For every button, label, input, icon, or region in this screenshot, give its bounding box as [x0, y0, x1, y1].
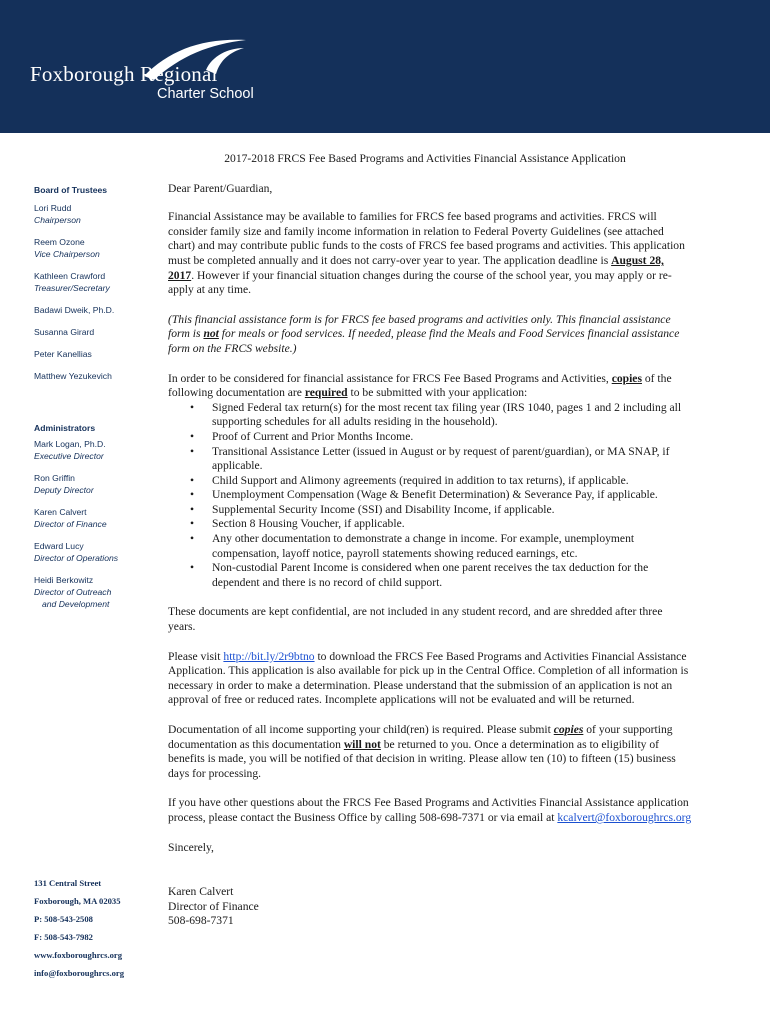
admin-name: Edward Lucy	[34, 541, 84, 551]
admin-role: Executive Director	[34, 451, 104, 461]
documentation-list	[168, 401, 692, 591]
list-item: • Signed Federal tax return(s) for the most recent tax filing year (IRS 1040, pages 1 and 2 including all supporting schedules for all adults residing in the household).	[212, 401, 692, 430]
paragraph-text: In order to be considered for financial assistance for FRCS Fee Based Programs and Activities,	[168, 371, 612, 385]
list-item: • Child Support and Alimony agreements (required in addition to tax returns), if applicable.	[212, 474, 692, 489]
paragraph-text: Documentation of all income supporting your child(ren) is required. Please submit	[168, 723, 554, 736]
paragraph-requirements	[168, 372, 692, 401]
admin-role-continued: and Development	[42, 599, 110, 609]
trustee-name: Badawi Dweik, Ph.D.	[34, 305, 115, 315]
paragraph-text: for meals or food services. If needed, please find the Meals and Food Services financial assistance form on the FRCS website.)	[168, 327, 680, 355]
letterhead-banner	[0, 0, 770, 133]
trustee-name: Reem Ozone	[34, 237, 85, 247]
trustee-name: Susanna Girard	[34, 327, 95, 337]
paragraph-documentation	[168, 723, 692, 781]
list-item: • Section 8 Housing Voucher, if applicable.	[212, 517, 692, 532]
contact-email: info@foxboroughrcs.org	[34, 968, 125, 978]
school-contact-block	[34, 878, 124, 986]
administrators-heading: Administrators	[34, 423, 96, 433]
admin-role: Director of Outreach	[34, 587, 112, 597]
signature-phone: 508-698-7371	[168, 914, 234, 928]
paragraph-download	[168, 650, 692, 708]
closing: Sincerely,	[168, 840, 214, 854]
admin-name: Heidi Berkowitz	[34, 575, 94, 585]
paragraph-confidentiality: These documents are kept confidential, are not included in any student record, and are shredded after three years.	[168, 605, 663, 634]
trustee	[34, 202, 164, 226]
admin-name: Mark Logan, Ph.D.	[34, 439, 106, 449]
paragraph-text: be returned to you. Once a determination as to eligibility of benefits is made, you will be notified of that decision in writing. Please allow ten (10) to fifteen (15) business days for processing.	[168, 737, 676, 780]
emphasis-copies: copies	[611, 371, 642, 385]
paragraph-questions	[168, 796, 692, 825]
trustee	[34, 236, 164, 260]
list-item: • Supplemental Security Income (SSI) and Disability Income, if applicable.	[212, 503, 692, 518]
signature-title: Director of Finance	[168, 899, 259, 913]
paragraph-text: of your supporting documentation as this documentation	[168, 723, 673, 751]
letter-title: 2017-2018 FRCS Fee Based Programs and Activities Financial Assistance Application	[224, 152, 626, 165]
trustee-name: Kathleen Crawford	[34, 271, 106, 281]
emphasis-copies: copies	[553, 723, 584, 736]
application-download-link[interactable]: http://bit.ly/2r9btno	[223, 649, 315, 663]
website: www.foxboroughrcs.org	[34, 950, 123, 960]
admin-name: Ron Griffin	[34, 473, 75, 483]
list-item: • Unemployment Compensation (Wage & Benefit Determination) & Severance Pay, if applicable.	[212, 488, 692, 503]
admin-role: Director of Finance	[34, 519, 107, 529]
admin-role: Deputy Director	[34, 485, 94, 495]
paragraph-text: to download the FRCS Fee Based Programs and Activities Financial Assistance Application. This application is also available for pick up in the Central Office. Completion of all information is necessary in order to make a determination. Please understand that the submission of an application is not an approval of free or reduced rates. Incomplete applications will not be evaluated and will be returned.	[168, 649, 689, 707]
city-address: Foxborough, MA 02035	[34, 896, 121, 906]
admin-name: Karen Calvert	[34, 507, 87, 517]
paragraph-text: to be submitted with your application:	[347, 386, 528, 400]
list-item: • Proof of Current and Prior Months Income.	[212, 430, 692, 445]
salutation: Dear Parent/Guardian,	[168, 181, 273, 195]
signature-name: Karen Calvert	[168, 885, 234, 899]
trustee-role: Treasurer/Secretary	[34, 283, 110, 293]
school-name-line1: Foxborough Regional	[30, 62, 218, 86]
fax-number: F: 508-543-7982	[34, 932, 93, 942]
trustee-name: Matthew Yezukevich	[34, 371, 112, 381]
list-item: • Non-custodial Parent Income is considered when one parent receives the tax deduction for the dependent and there is no record of child support.	[212, 561, 692, 590]
trustee-role: Vice Chairperson	[34, 249, 100, 259]
deadline-date: August 28, 2017	[168, 253, 664, 282]
paragraph-text: of the following documentation are	[168, 371, 672, 400]
trustees-heading: Board of Trustees	[34, 185, 108, 195]
list-item: • Transitional Assistance Letter (issued in August or by request of parent/guardian), or MA SNAP, if applicable.	[212, 445, 692, 474]
phone-number: P: 508-543-2508	[34, 914, 93, 924]
street-address: 131 Central Street	[34, 878, 102, 888]
trustee-name: Lori Rudd	[34, 203, 72, 213]
paragraph-text: (This financial assistance form is for FRCS fee based programs and activities only. This financial assistance form is	[168, 312, 671, 341]
paragraph-text: Financial Assistance may be available to families for FRCS fee based programs and activities. FRCS will consider family size and family income information in relation to Federal Poverty Guidelines (see attached chart) and may contribute public funds to the costs of FRCS fee based programs and activities. This application must be completed annually and it does not carry-over year to year. The application deadline is	[168, 210, 685, 267]
paragraph-note	[168, 313, 692, 357]
sidebar	[34, 184, 164, 610]
trustee	[34, 270, 164, 294]
school-name-line2: Charter School	[157, 86, 254, 102]
list-item: • Any other documentation to demonstrate a change in income. For example, unemployment compensation, layoff notice, payroll statements showing reduced earnings, etc.	[212, 532, 692, 561]
emphasis-required: required	[304, 386, 348, 400]
emphasis-will-not: will not	[343, 737, 381, 751]
admin-role: Director of Operations	[34, 553, 119, 563]
paragraph-text: If you have other questions about the FRCS Fee Based Programs and Activities Financial Assistance application process, please contact the Business Office by calling 508-698-7371 or via email at	[168, 796, 689, 824]
emphasis-not: not	[203, 327, 219, 341]
trustee-role: Chairperson	[34, 215, 81, 225]
paragraph-text: . However if your financial situation changes during the course of the school year, you may apply or re-apply at any time.	[168, 268, 672, 297]
trustee-name: Peter Kanellias	[34, 349, 92, 359]
paragraph-eligibility	[168, 210, 692, 298]
email-link[interactable]: kcalvert@foxboroughrcs.org	[557, 810, 692, 824]
paragraph-text: Please visit	[168, 649, 224, 663]
letter-body	[168, 152, 692, 929]
